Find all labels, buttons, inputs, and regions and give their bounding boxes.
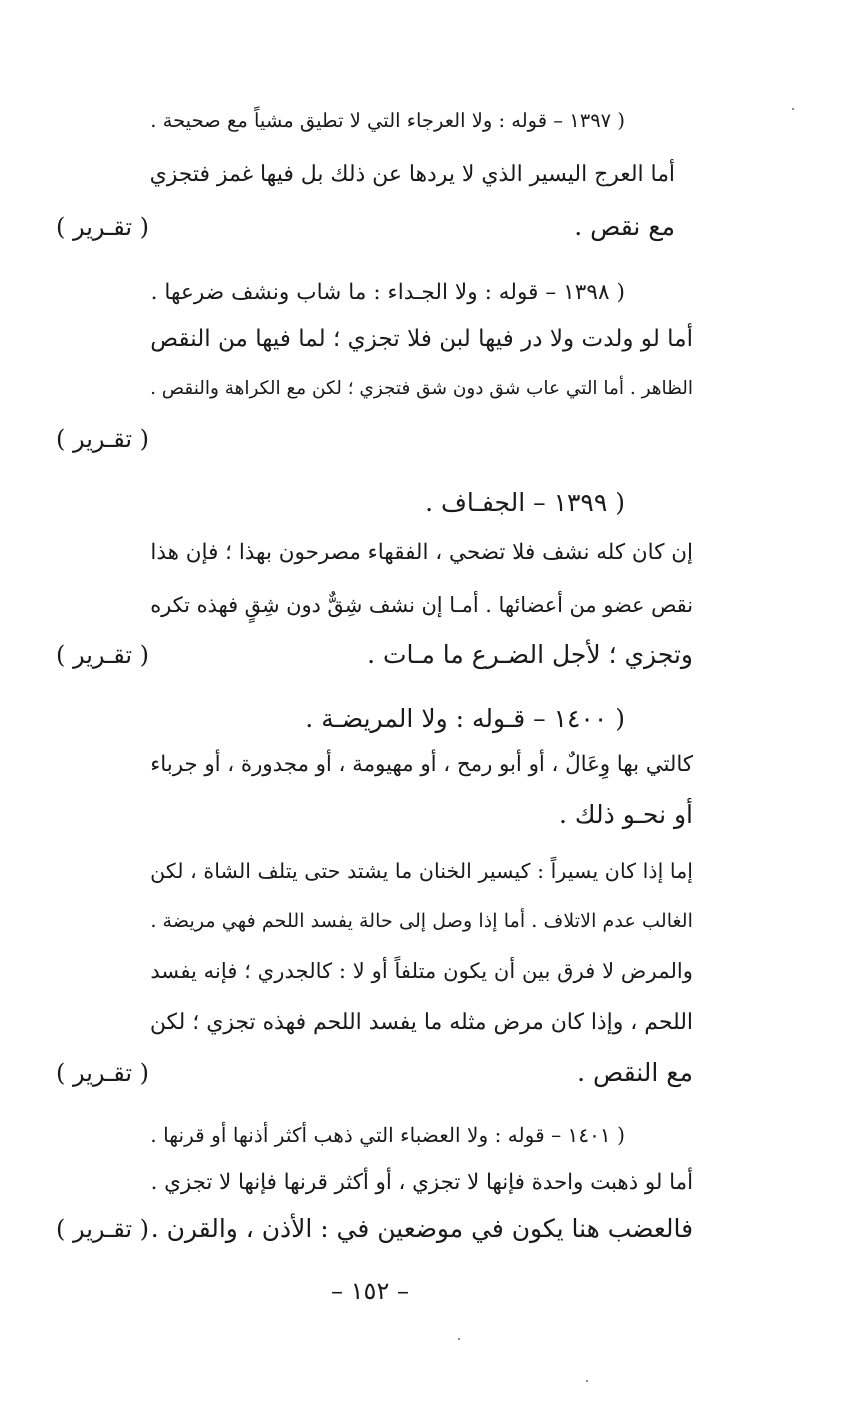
section-body-line: أو نحـو ذلك . bbox=[559, 800, 693, 829]
scan-speck bbox=[792, 108, 794, 110]
section-heading-1401: ( ١٤٠١ – قوله : ولا العضباء التي ذهب أكثر أذنها أو قرنها . bbox=[150, 1123, 625, 1147]
section-body-line: فالعضب هنا يكون في موضعين في : الأذن ، والقرن . bbox=[150, 1214, 693, 1243]
taqrir-label: ( تقـرير ) bbox=[56, 425, 149, 453]
section-body-line: مع النقص . bbox=[577, 1058, 693, 1087]
section-heading-1400: ( ١٤٠٠ – قـوله : ولا المريضـة . bbox=[305, 704, 625, 733]
taqrir-label: ( تقـرير ) bbox=[56, 1059, 149, 1087]
taqrir-label: ( تقـرير ) bbox=[56, 1215, 149, 1243]
section-heading-1399: ( ١٣٩٩ – الجفـاف . bbox=[425, 488, 625, 517]
section-body-line: الظاهر . أما التي عاب شق دون شق فتجزي ؛ لكن مع الكراهة والنقص . bbox=[150, 378, 693, 399]
section-heading-1397: ( ١٣٩٧ – قوله : ولا العرجاء التي لا تطيق مشياً مع صحيحة . bbox=[150, 109, 625, 132]
section-body-line: كالتي بها وِعَالٌ ، أو أبو رمح ، أو مهيومة ، أو مجدورة ، أو جرباء bbox=[150, 752, 693, 777]
scan-speck bbox=[586, 1380, 588, 1382]
section-body-line: أما لو ولدت ولا در فيها لبن فلا تجزي ؛ لما فيها من النقص bbox=[150, 326, 693, 352]
section-body-line: مع نقص . bbox=[574, 212, 675, 241]
section-body-line: أما لو ذهبت واحدة فإنها لا تجزي ، أو أكثر قرنها فإنها لا تجزي . bbox=[150, 1170, 693, 1195]
scan-speck bbox=[458, 1338, 460, 1340]
section-body-line: إما إذا كان يسيراً : كيسير الخنان ما يشتد حتى يتلف الشاة ، لكن bbox=[150, 859, 693, 883]
section-heading-1398: ( ١٣٩٨ – قوله : ولا الجـداء : ما شاب ونشف ضرعها . bbox=[150, 280, 625, 305]
section-body-line: أما العرج اليسير الذي لا يردها عن ذلك بل فيها غمز فتجزي bbox=[149, 162, 675, 187]
taqrir-label: ( تقـرير ) bbox=[56, 641, 149, 669]
section-body-line: نقص عضو من أعضائها . أمـا إن نشف شِقٌّ دون شِقٍ فهذه تكره bbox=[150, 593, 693, 617]
section-body-line: الغالب عدم الاتلاف . أما إذا وصل إلى حالة يفسد اللحم فهي مريضة . bbox=[150, 909, 693, 932]
page-number: – ١٥٢ – bbox=[331, 1277, 409, 1305]
section-body-line: وتجزي ؛ لأجل الضـرع ما مـات . bbox=[367, 640, 693, 669]
section-body-line: إن كان كله نشف فلا تضحي ، الفقهاء مصرحون بهذا ؛ فإن هذا bbox=[150, 540, 693, 565]
section-body-line: والمرض لا فرق بين أن يكون متلفاً أو لا : كالجدري ؛ فإنه يفسد bbox=[150, 958, 693, 983]
section-body-line: اللحم ، وإذا كان مرض مثله ما يفسد اللحم فهذه تجزي ؛ لكن bbox=[149, 1010, 693, 1035]
taqrir-label: ( تقـرير ) bbox=[56, 213, 149, 241]
